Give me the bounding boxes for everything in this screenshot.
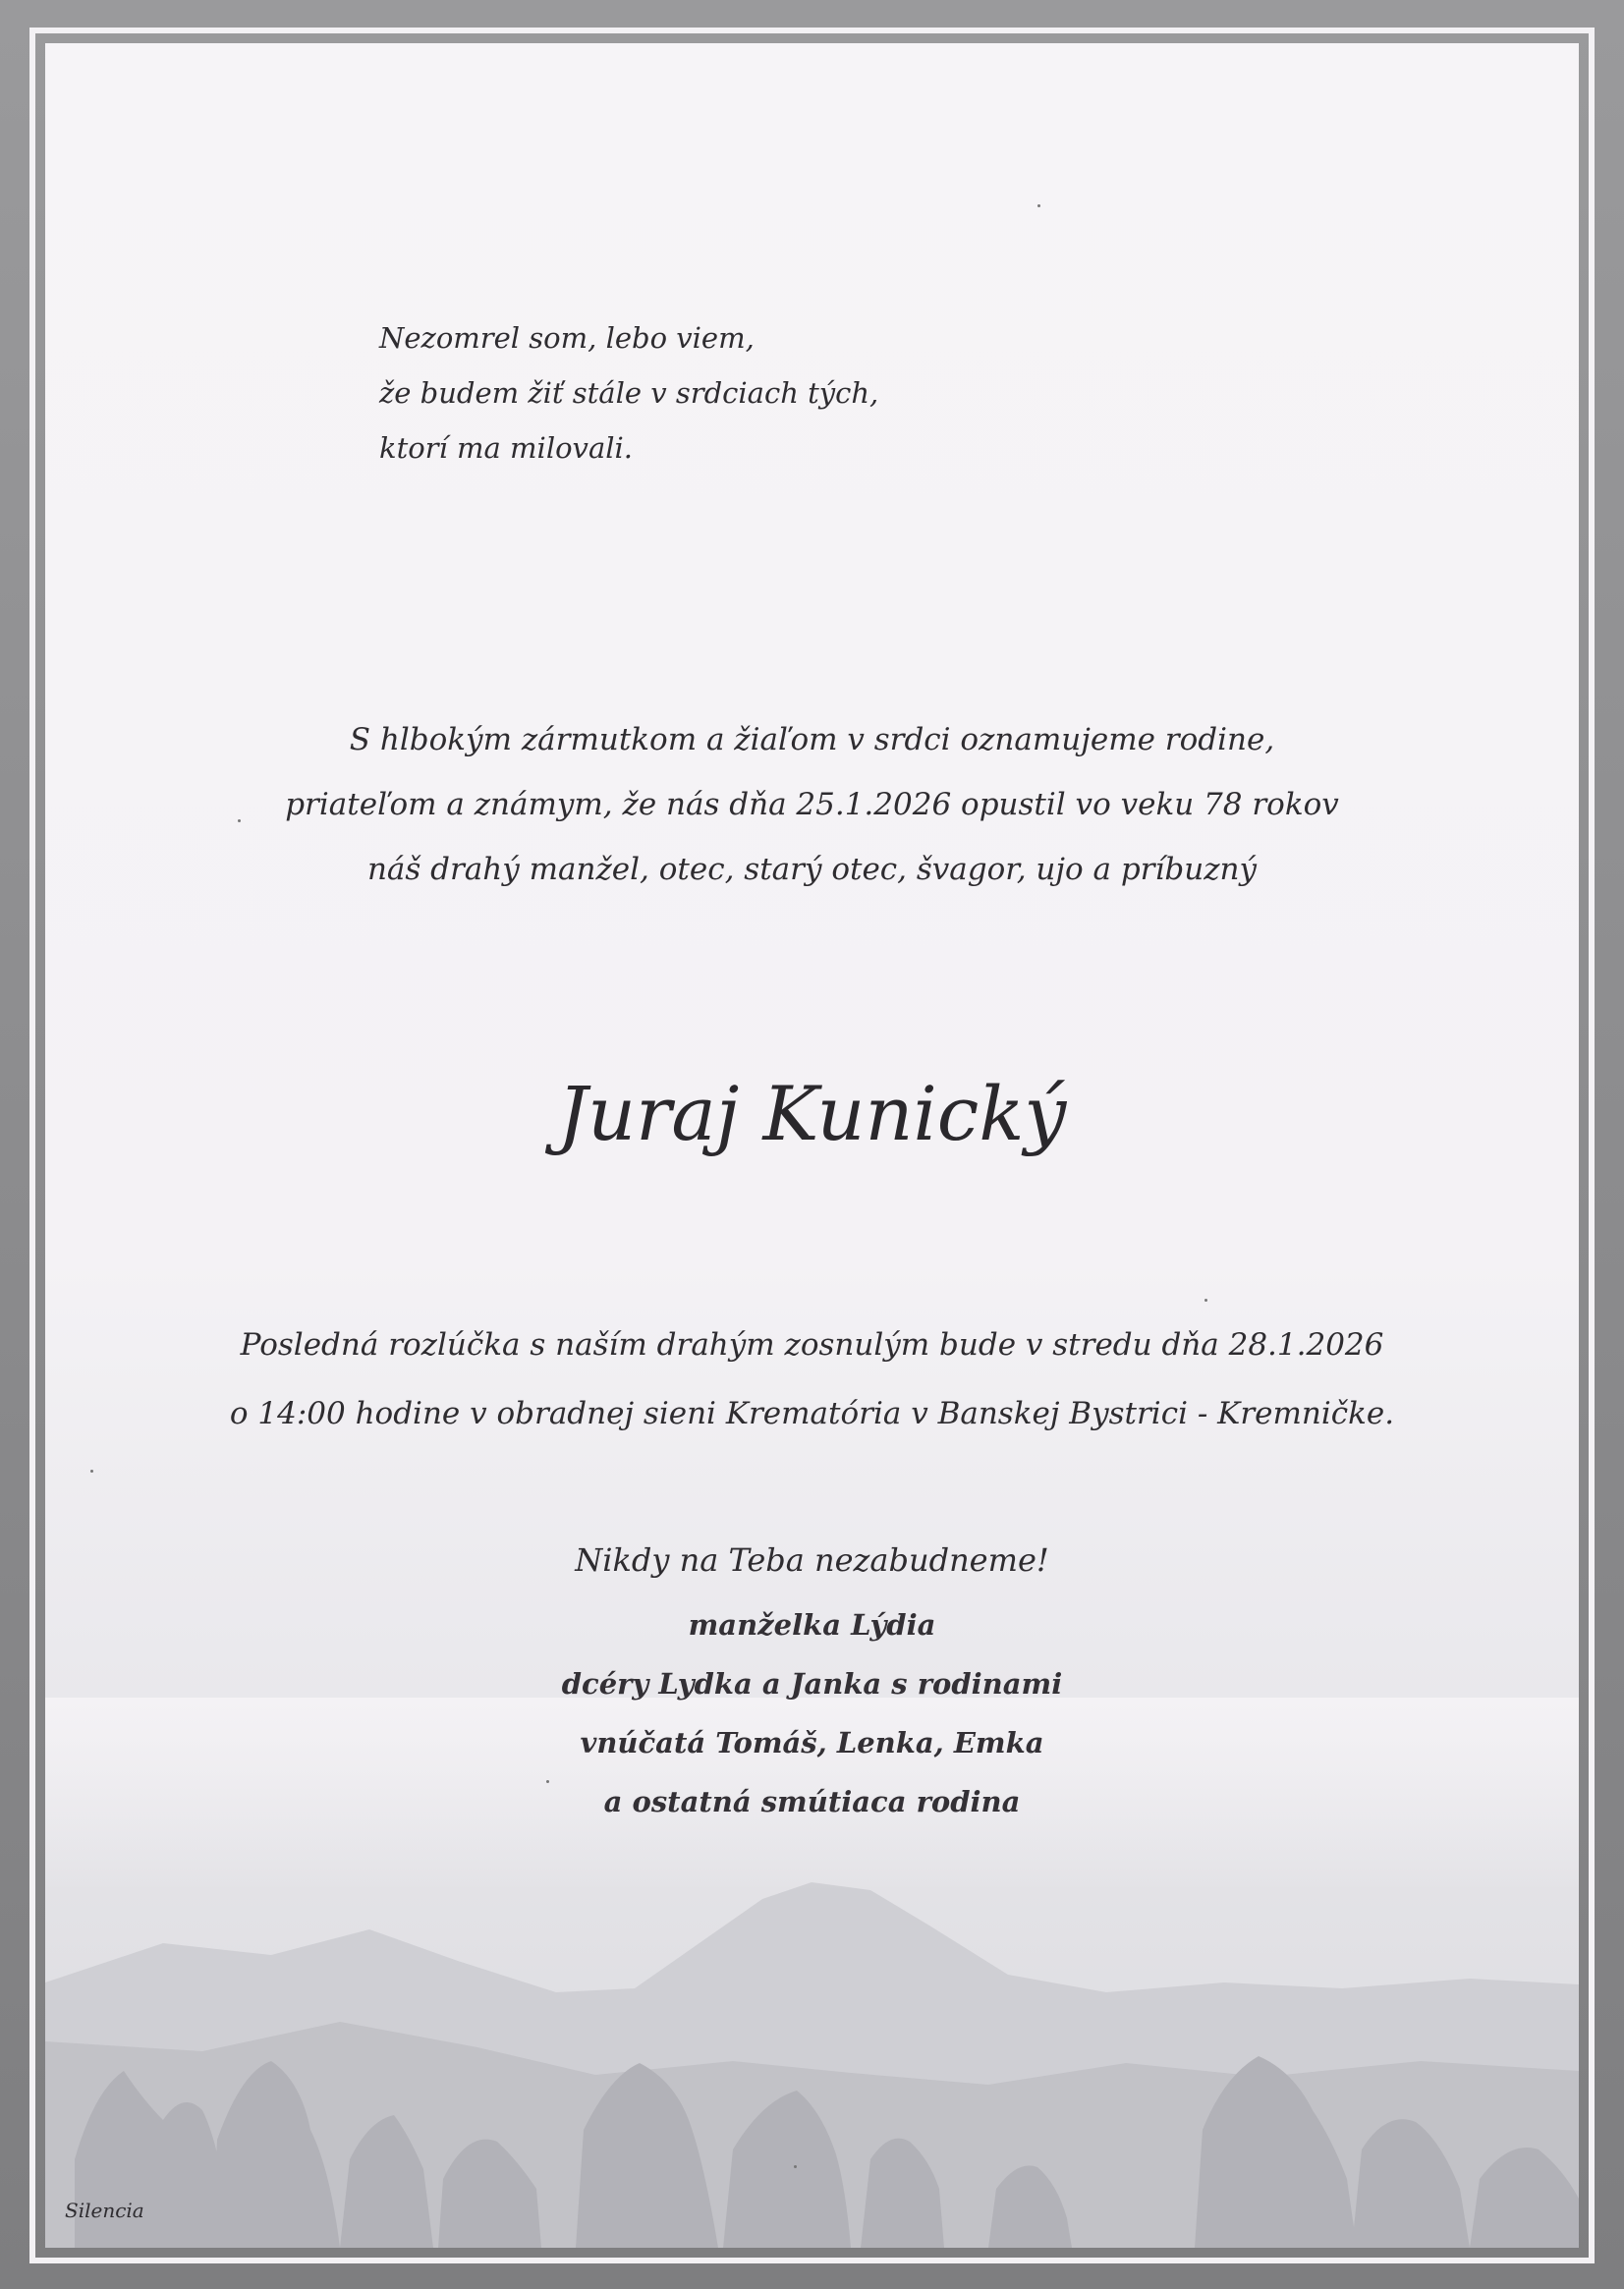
funeral-line: o 14:00 hodine v obradnej sieni Krematória v Banskej Bystrici - Kremničke. [229, 1396, 1395, 1431]
scan-speck [1037, 204, 1040, 207]
scan-speck [546, 1780, 549, 1783]
announcement-line: náš drahý manžel, otec, starý otec, švagor, ujo a príbuzný [366, 852, 1258, 887]
funeral-line: Posledná rozlúčka s naším drahým zosnulým bude v stredu dňa 28.1.2026 [240, 1327, 1384, 1363]
mourners-block [45, 1529, 1579, 1831]
announcement-line: priateľom a známym, že nás dňa 25.1.2026 opustil vo veku 78 rokov [285, 787, 1339, 822]
brand-label: Silencia [65, 2199, 144, 2222]
opening-verse [379, 310, 878, 475]
closing-phrase: Nikdy na Teba nezabudneme! [575, 1541, 1049, 1579]
scan-speck [238, 819, 241, 822]
obituary-panel [45, 43, 1579, 2248]
scan-speck [794, 2165, 797, 2168]
mourner-line: dcéry Lydka a Janka s rodinami [561, 1667, 1063, 1701]
scan-speck [1204, 1299, 1207, 1302]
deceased-name: Juraj Kunický [557, 1070, 1067, 1157]
mourner-line: a ostatná smútiaca rodina [603, 1785, 1021, 1818]
mourner-line: vnúčatá Tomáš, Lenka, Emka [580, 1726, 1044, 1759]
scan-speck [90, 1470, 93, 1473]
verse-line: že budem žiť stále v srdciach tých, [379, 376, 879, 410]
announcement-line: S hlbokým zármutkom a žiaľom v srdci oznamujeme rodine, [349, 722, 1275, 757]
verse-line: Nezomrel som, lebo viem, [379, 321, 755, 355]
verse-line: ktorí ma milovali. [379, 431, 633, 465]
funeral-details [45, 1311, 1579, 1448]
mourner-line: manželka Lýdia [688, 1608, 936, 1642]
announcement-paragraph [45, 707, 1579, 902]
